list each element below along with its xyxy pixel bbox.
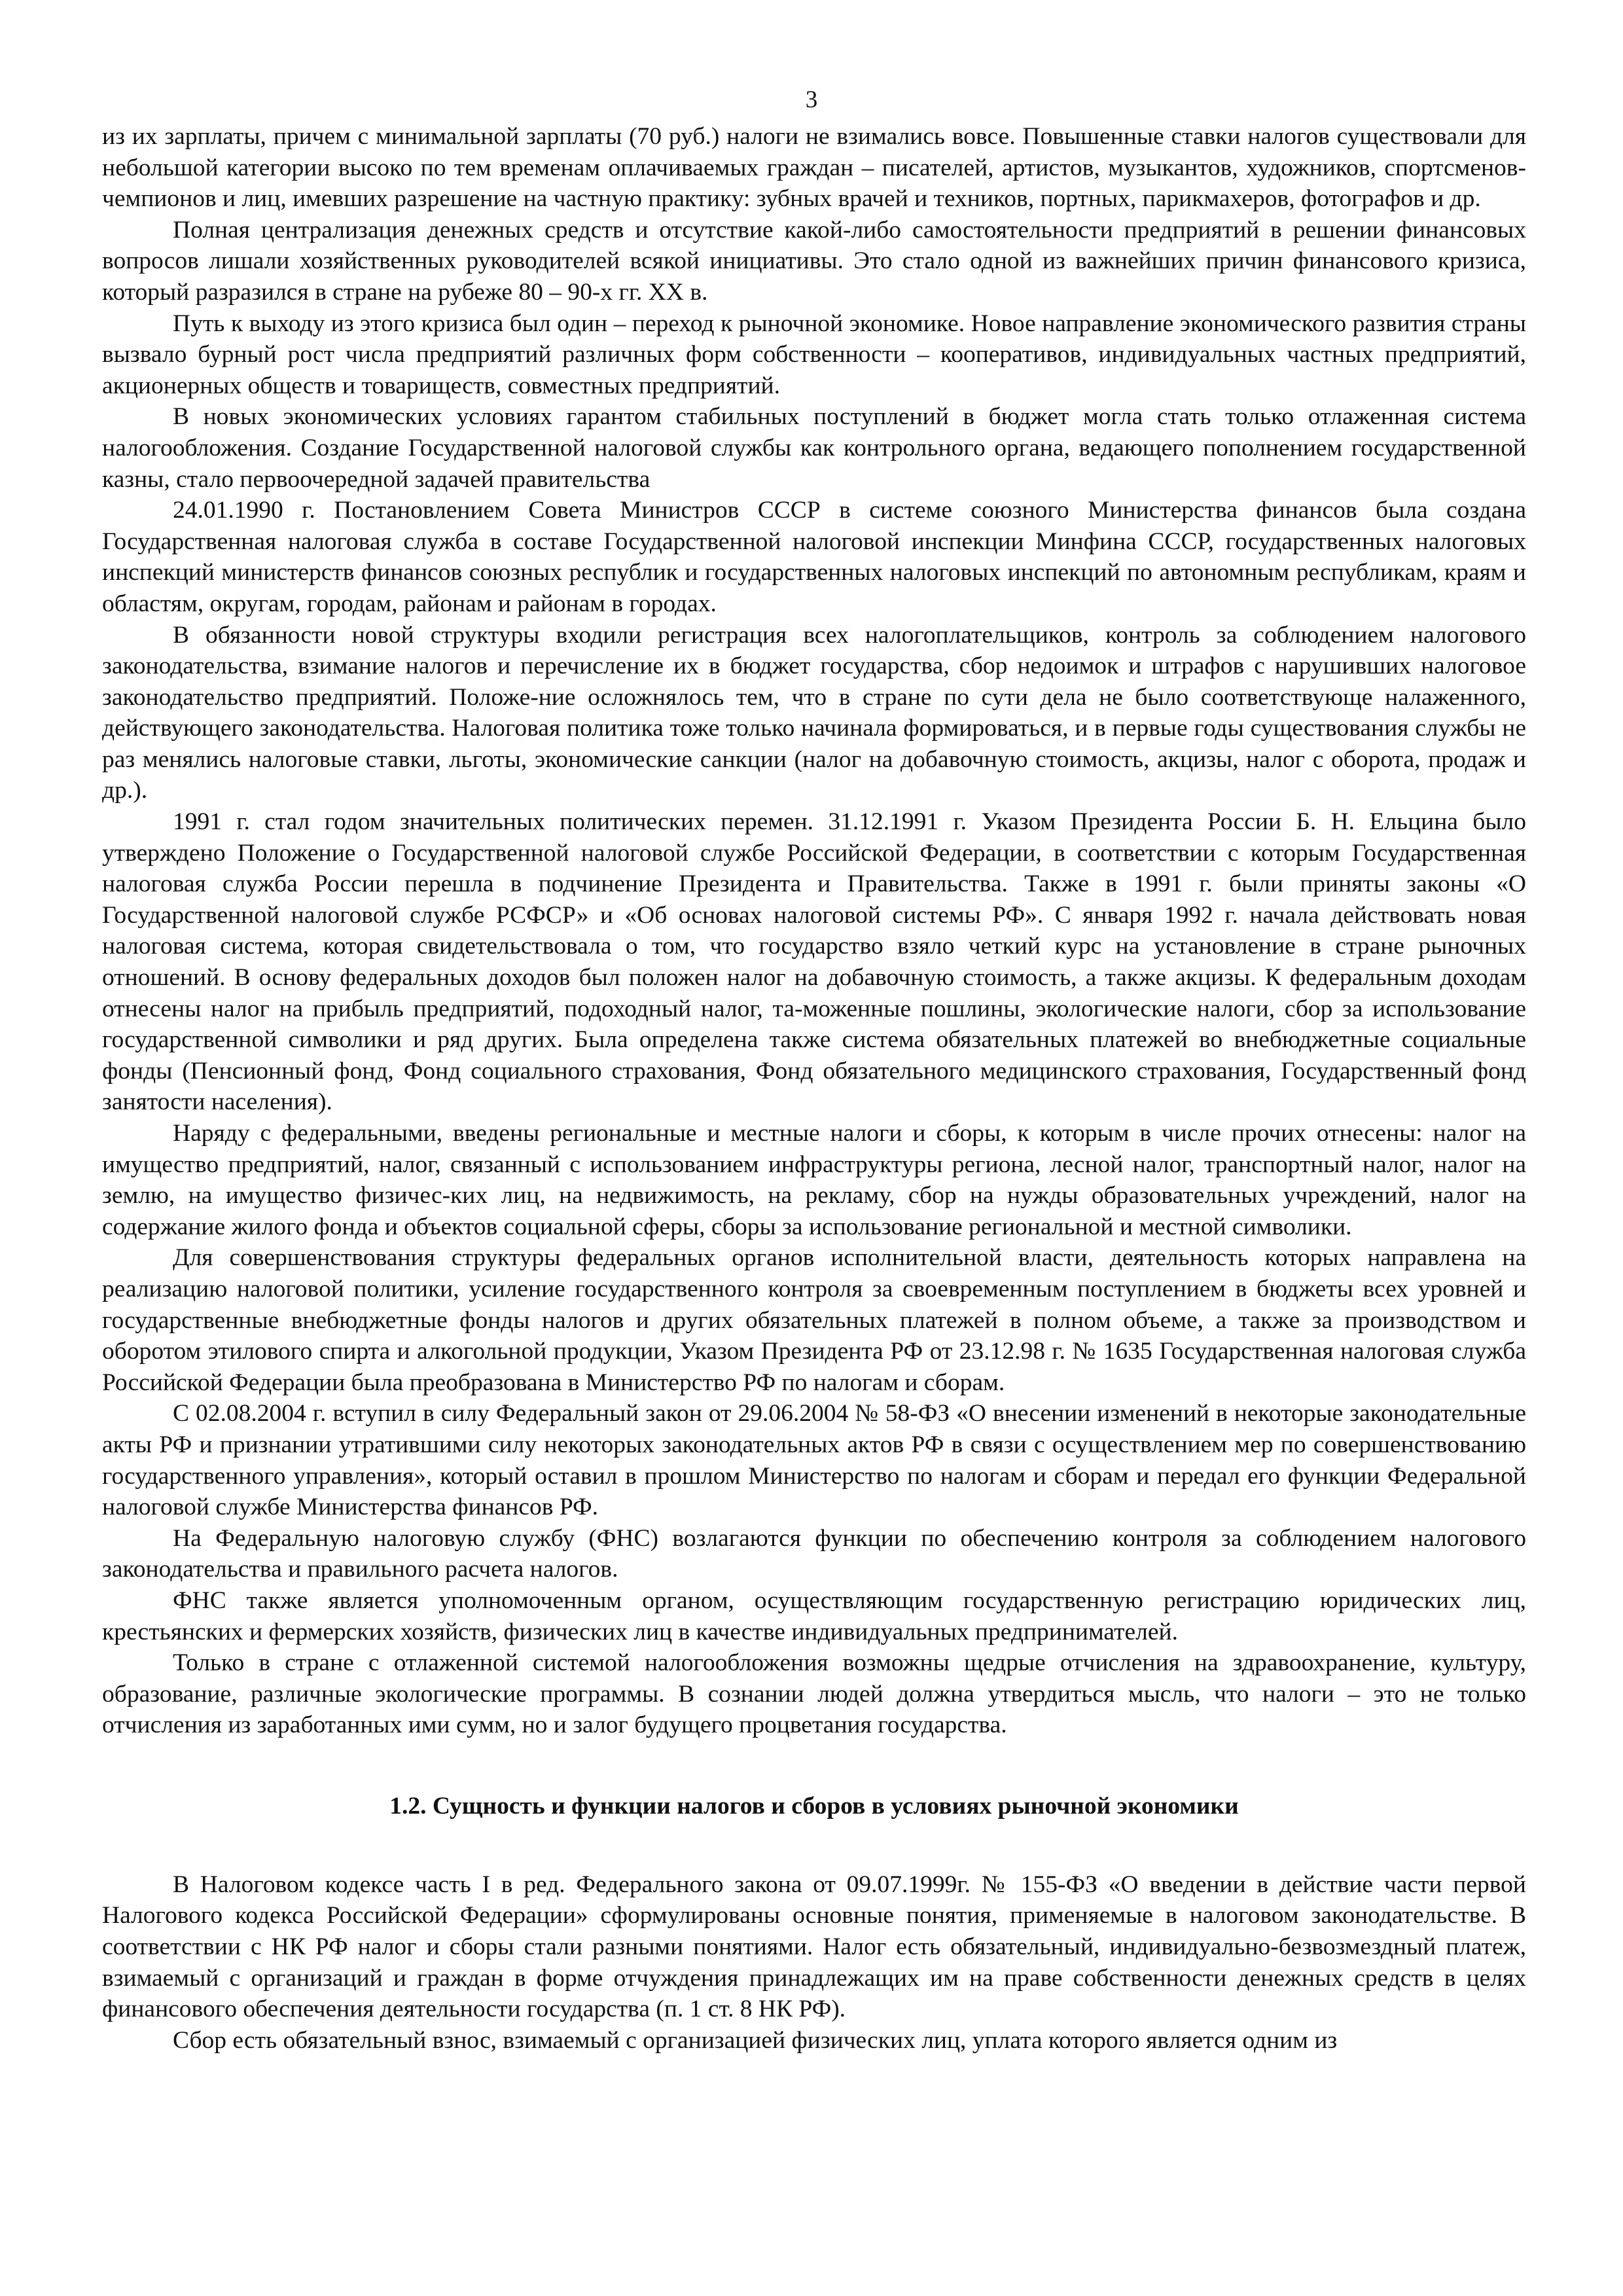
- essence-section: [102, 1869, 1526, 2056]
- history-section: [102, 121, 1526, 1741]
- paragraph: С 02.08.2004 г. вступил в силу Федеральный закон от 29.06.2004 № 58-ФЗ «О внесении изменений в некоторые законодательные акты РФ и признании утратившими силу некоторых законодательных актов РФ в связи с осуществлением мер по совершенствованию государственного управления», который оставил в прошлом Министерство по налогам и сборам и передал его функции Федеральной налоговой службе Министерства финансов РФ.: [102, 1400, 1526, 1521]
- paragraph: 24.01.1990 г. Постановлением Совета Министров СССР в системе союзного Министерства финансов была создана Государственная налоговая служба в составе Государственной налоговой инспекции Минфина СССР, государственных налоговых инспекций министерств финансов союзных республик и государственных налоговых инспекций по автономным республикам, краям и областям, округам, городам, районам и районам в городах.: [102, 497, 1526, 617]
- page-number: 3: [805, 86, 818, 113]
- paragraph: Сбор есть обязательный взнос, взимаемый с организацией физических лиц, уплата которого является одним из: [173, 2026, 1338, 2054]
- section-heading: 1.2. Сущность и функции налогов и сборов в условиях рыночной экономики: [389, 1792, 1239, 1820]
- paragraph: Полная централизация денежных средств и отсутствие какой-либо самостоятельности предприятий в решении финансовых вопросов лишали хозяйственных руководителей всякой инициативы. Это стало одной из важнейших причин финансового кризиса, который разразился в стране на рубеже 80 – 90-х гг. XX в.: [102, 216, 1526, 306]
- paragraph: 1991 г. стал годом значительных политических перемен. 31.12.1991 г. Указом Президента России Б. Н. Ельцина было утверждено Положение о Государственной налоговой службе Российской Федерации, в соответствии с которым Государственная налоговая служба России перешла в подчинение Президента и Правительства. Также в 1991 г. были приняты законы «О Государственной налоговой службе РСФСР» и «Об основах налоговой системы РФ». С января 1992 г. начала действовать новая налоговая система, которая свидетельствовала о том, что государство взяло четкий курс на установление в стране рыночных отношений. В основу федеральных доходов был положен налог на добавочную стоимость, а также акцизы. К федеральным доходам отнесены налог на прибыль предприятий, подоходный налог, та-моженные пошлины, экологические налоги, сбор за использование государственной символики и ряд других. Была определена также система обязательных платежей во внебюджетные социальные фонды (Пенсионный фонд, Фонд социального страхования, Фонд обязательного медицинского страхования, Государственный фонд занятости населения).: [102, 808, 1526, 1116]
- paragraph: В новых экономических условиях гарантом стабильных поступлений в бюджет могла стать только отлаженная система налогообложения. Создание Государственной налоговой службы как контрольного органа, ведающего пополнением государственной казны, стало первоочередной задачей правительства: [102, 403, 1526, 493]
- paragraph: В обязанности новой структуры входили регистрация всех налогоплательщиков, контроль за соблюдением налогового законодательства, взимание налогов и перечисление их в бюджет государства, сбор недоимок и штрафов с нарушивших налоговое законодательство предприятий. Положе-ние осложнялось тем, что в стране по сути дела не было соответствующе налаженного, действующего законодательства. Налоговая политика тоже только начинала формироваться, и в первые годы существования службы не раз менялись налоговые ставки, льготы, экономические санкции (налог на добавочную стоимость, акцизы, налог с оборота, продаж и др.).: [102, 621, 1526, 804]
- paragraph: В Налоговом кодексе часть I в ред. Федерального закона от 09.07.1999г. № 155-ФЗ «О введении в действие части первой Налогового кодекса Российской Федерации» сформулированы основные понятия, применяемые в налоговом законодательстве. В соответствии с НК РФ налог и сборы стали разными понятиями. Налог есть обязательный, индивидуально-безвозмездный платеж, взимаемый с организаций и граждан в форме отчуждения принадлежащих им на праве собственности денежных средств в целях финансового обеспечения деятельности государства (п. 1 ст. 8 НК РФ).: [102, 1871, 1526, 2023]
- paragraph: ФНС также является уполномоченным органом, осуществляющим государственную регистрацию юридических лиц, крестьянских и фермерских хозяйств, физических лиц в качестве индивидуальных предпринимателей.: [102, 1587, 1526, 1645]
- paragraph: Путь к выходу из этого кризиса был один – переход к рыночной экономике. Новое направление экономического развития страны вызвало бурный рост числа предприятий различных форм собственности – кооперативов, индивидуальных частных предприятий, акционерных обществ и товариществ, совместных предприятий.: [102, 310, 1526, 399]
- document-body: [102, 121, 1526, 2056]
- paragraph: Только в стране с отлаженной системой налогообложения возможны щедрые отчисления на здравоохранение, культуру, образование, различные экологические программы. В сознании людей должна утвердиться мысль, что налоги – это не только отчисления из заработанных ими сумм, но и залог будущего процветания государства.: [102, 1649, 1526, 1739]
- paragraph: из их зарплаты, причем с минимальной зарплаты (70 руб.) налоги не взимались вовсе. Повышенные ставки налогов существовали для небольшой категории высоко по тем временам оплачиваемых граждан – писателей, артистов, музыкантов, художников, спортсменов-чемпионов и лиц, имевших разрешение на частную практику: зубных врачей и техников, портных, парикмахеров, фотографов и др.: [102, 123, 1526, 213]
- paragraph: Для совершенствования структуры федеральных органов исполнительной власти, деятельность которых направлена на реализацию налоговой политики, усиление государственного контроля за своевременным поступлением в бюджеты всех уровней и государственные внебюджетные фонды налогов и других обязательных платежей в полном объеме, а также за производством и оборотом этилового спирта и алкогольной продукции, Указом Президента РФ от 23.12.98 г. № 1635 Государственная налоговая служба Российской Федерации была преобразована в Министерство РФ по налогам и сборам.: [102, 1244, 1526, 1396]
- paragraph: На Федеральную налоговую службу (ФНС) возлагаются функции по обеспечению контроля за соблюдением налогового законодательства и правильного расчета налогов.: [102, 1524, 1526, 1583]
- paragraph: Наряду с федеральными, введены региональные и местные налоги и сборы, к которым в числе прочих отнесены: налог на имущество предприятий, налог, связанный с использованием инфраструктуры региона, лесной налог, транспортный налог, налог на землю, на имущество физичес-ких лиц, на недвижимость, на рекламу, сбор на нужды образовательных учреждений, налог на содержание жилого фонда и объектов социальной сферы, сборы за использование региональной и местной символики.: [102, 1120, 1526, 1240]
